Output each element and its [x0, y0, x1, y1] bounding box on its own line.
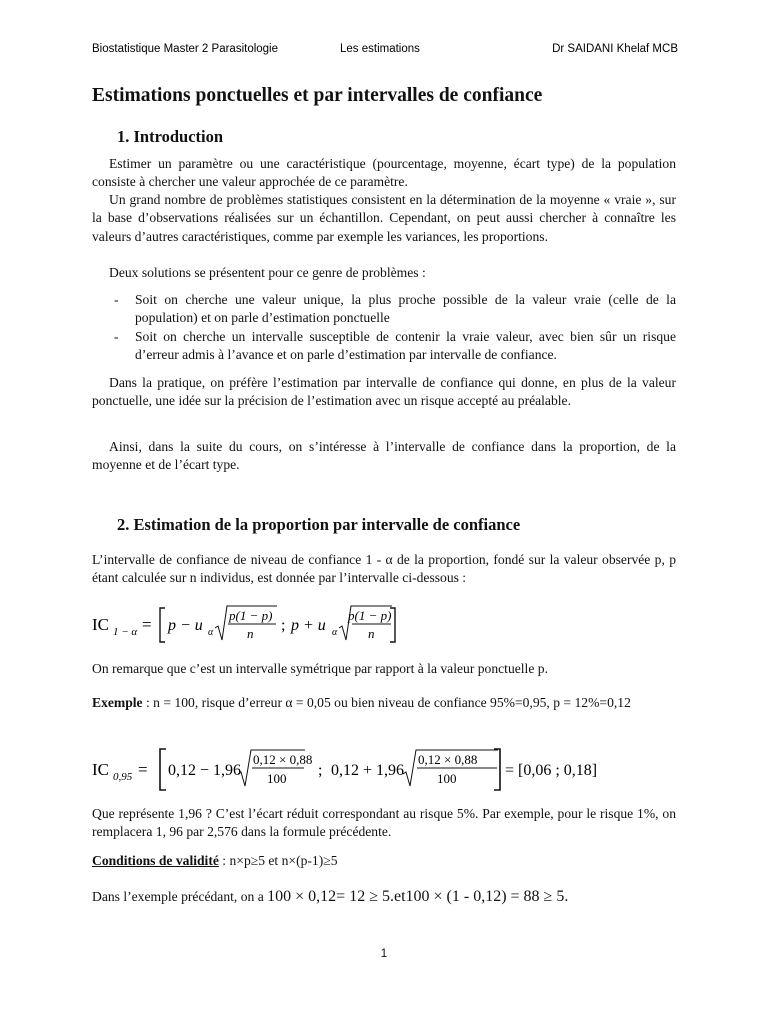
equals-sign: =: [142, 615, 152, 634]
formula-2-svg: [92, 744, 652, 794]
final-paragraph: [92, 888, 676, 906]
section-2-intro: L’intervalle de confiance de niveau de confiance 1 - α de la proportion, fondé sur la valeur observée p, p étant calculée sur n individus, est donnée par l’intervalle ci-dessous :: [92, 552, 676, 586]
left-bracket: [160, 608, 165, 642]
u-subscript: α: [332, 627, 338, 638]
question-paragraph: Que représente 1,96 ? C’est l’écart réduit correspondant au risque 5%. Par exemple, pour le risque 1%, on remplacera 1, 96 par 2,576 dans la formule précédente.: [92, 806, 676, 840]
ic-subscript: 1 − α: [113, 626, 138, 638]
separator: ;: [281, 617, 286, 634]
left-term: p − u: [168, 617, 203, 634]
separator: ;: [318, 762, 323, 779]
intro-paragraph-5: Ainsi, dans la suite du cours, on s’intéresse à l’intervalle de confiance dans la proportion, de la moyenne et de l’écart type.: [92, 439, 676, 473]
fraction-numerator: 0,12 × 0,88: [253, 752, 313, 767]
right-bracket: [494, 749, 500, 790]
left-bracket: [160, 749, 166, 790]
conditions-label: Conditions de validité: [92, 853, 219, 868]
interval-result: = [0,06 ; 0,18]: [505, 762, 598, 779]
example-paragraph: [92, 694, 676, 712]
example-text: : n = 100, risque d’erreur α = 0,05 ou bien niveau de confiance 95%=0,95, p = 12%=0,12: [142, 695, 631, 710]
intro-paragraph-1: Estimer un paramètre ou une caractéristique (pourcentage, moyenne, écart type) de la population consiste à chercher une valeur approchée de ce paramètre.: [92, 156, 676, 190]
numeric-example-formula: [92, 744, 652, 794]
section-2-heading: 2. Estimation de la proportion par intervalle de confiance: [117, 515, 521, 534]
symmetry-remark: On remarque que c’est un intervalle symétrique par rapport à la valeur ponctuelle p.: [92, 661, 548, 676]
example-label: Exemple: [92, 695, 143, 710]
fraction-numerator: p(1 − p): [229, 608, 273, 623]
right-term: p + u: [291, 617, 326, 634]
fraction-numerator: 0,12 × 0,88: [418, 752, 478, 767]
list-item: - Soit on cherche un intervalle susceptible de contenir la vraie valeur, avec bien sûr un risque d’erreur admis à l’avance et on parle d’estimation par intervalle de confiance.: [114, 328, 676, 362]
solutions-list: [92, 291, 676, 364]
page-number: 1: [380, 948, 388, 960]
page-header: [92, 43, 678, 59]
section-1-heading: 1. Introduction: [117, 127, 224, 146]
fraction-denominator: 100: [267, 771, 287, 786]
intro-paragraph-3: Deux solutions se présentent pour ce genre de problèmes :: [109, 265, 426, 280]
final-math: 100 × 0,12= 12 ≥ 5.et100 × (1 - 0,12) = 88 ≥ 5.: [267, 888, 569, 905]
formula-1-svg: [92, 600, 422, 648]
conditions-text: : n×p≥5 et n×(p-1)≥5: [218, 853, 338, 868]
header-topic: Les estimations: [340, 43, 420, 55]
header-author: Dr SAIDANI Khelaf MCB: [552, 43, 678, 55]
fraction-denominator: n: [247, 626, 254, 641]
header-course: Biostatistique Master 2 Parasitologie: [92, 43, 279, 55]
page-title: Estimations ponctuelles et par intervalles de confiance: [92, 85, 543, 106]
ic-symbol: IC: [92, 615, 109, 634]
intro-paragraph-4: Dans la pratique, on préfère l’estimation par intervalle de confiance qui donne, en plus de la valeur ponctuelle, une idée sur la précision de l’estimation avec un risque accepté au préalable.: [92, 375, 676, 409]
ic-symbol: IC: [92, 760, 109, 779]
bullet-dash: -: [114, 328, 119, 344]
ic-subscript: 0,95: [113, 771, 133, 783]
bullet-dash: -: [114, 292, 119, 307]
fraction-denominator: 100: [437, 771, 457, 786]
final-text: Dans l’exemple précédant, on a: [92, 889, 268, 904]
u-subscript: α: [208, 627, 214, 638]
right-term: 0,12 + 1,96: [331, 762, 405, 779]
left-term: 0,12 − 1,96: [168, 762, 242, 779]
equals-sign: =: [138, 760, 148, 779]
fraction-numerator: p(1 − p): [348, 608, 392, 623]
conditions-paragraph: [92, 852, 676, 870]
intro-paragraph-2: Un grand nombre de problèmes statistiques consistent en la détermination de la moyenne « vraie », sur la base d’observations réalisées sur un échantillon. Cependant, on peut aussi chercher à connaître les valeurs d’autres caractéristiques, comme par exemple les variances, les proportions.: [92, 192, 676, 244]
list-item: - Soit on cherche une valeur unique, la plus proche possible de la valeur vraie (celle de la population) et on parle d’estimation ponctuelle: [114, 292, 676, 326]
fraction-denominator: n: [368, 626, 375, 641]
confidence-interval-formula: [92, 600, 422, 648]
